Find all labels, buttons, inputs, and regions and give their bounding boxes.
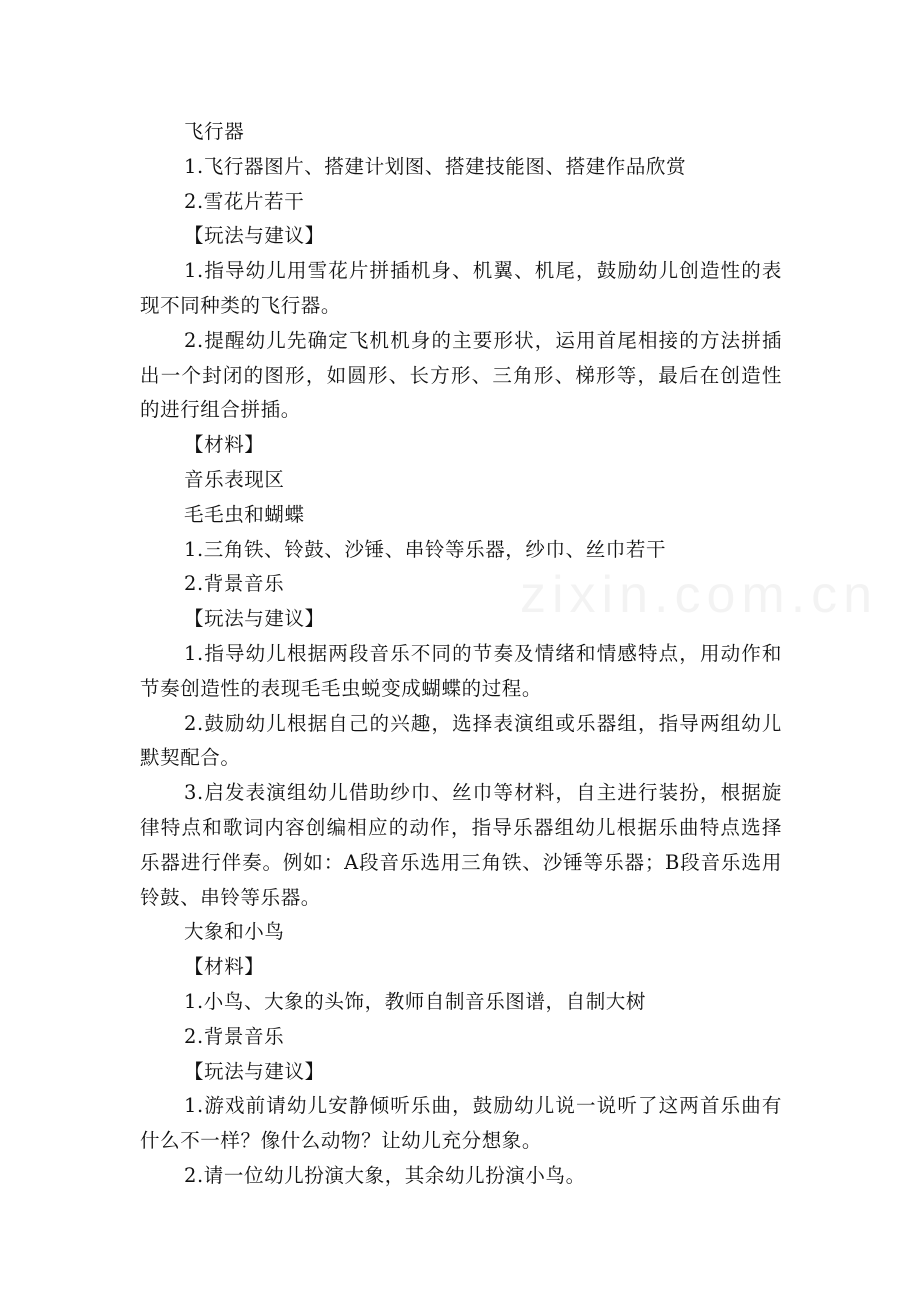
subheading: 【玩法与建议】 [184,224,325,248]
section-title: 飞行器 [184,120,245,143]
material-item: 1.小鸟、大象的头饰，教师自制音乐图谱，自制大树 [184,989,647,1013]
material-item: 1.飞行器图片、搭建计划图、搭建技能图、搭建作品欣赏 [184,154,687,178]
material-item: 2.雪花片若干 [184,189,305,213]
suggestion-item: 2.提醒幼儿先确定飞机机身的主要形状，运用首尾相接的方法拼插出一个封闭的图形，如圆形、长方形、三角形、梯形等，最后在创造性的进行组合拼插。 [140,328,782,422]
material-item: 2.背景音乐 [184,1024,285,1048]
suggestion-item: 3.启发表演组幼儿借助纱巾、丝巾等材料，自主进行装扮，根据旋律特点和歌词内容创编相应的动作，指导乐器组幼儿根据乐曲特点选择乐器进行伴奏。例如：A段音乐选用三角铁、沙锤等乐器；B段音乐选用铃鼓、串铃等乐器。 [140,781,782,909]
suggestion-item: 1.游戏前请幼儿安静倾听乐曲，鼓励幼儿说一说听了这两首乐曲有什么不一样？像什么动物？让幼儿充分想象。 [140,1094,782,1153]
section-title: 音乐表现区 [184,467,285,491]
suggestion-item: 2.鼓励幼儿根据自己的兴趣，选择表演组或乐器组，指导两组幼儿默契配合。 [140,711,782,770]
suggestion-item: 1.指导幼儿用雪花片拼插机身、机翼、机尾，鼓励幼儿创造性的表现不同种类的飞行器。 [140,259,782,317]
activity-title: 毛毛虫和蝴蝶 [184,502,305,526]
subheading: 【材料】 [184,955,265,979]
subheading: 【玩法与建议】 [184,1059,325,1083]
suggestion-item: 2.请一位幼儿扮演大象，其余幼儿扮演小鸟。 [184,1163,586,1187]
material-item: 1.三角铁、铃鼓、沙锤、串铃等乐器，纱巾、丝巾若干 [184,537,667,561]
subheading: 【材料】 [184,433,265,457]
document-body [140,115,782,1194]
subheading: 【玩法与建议】 [184,607,325,631]
suggestion-item: 1.指导幼儿根据两段音乐不同的节奏及情绪和情感特点，用动作和节奏创造性的表现毛毛虫蜕变成蝴蝶的过程。 [140,641,782,700]
activity-title: 大象和小鸟 [184,920,285,944]
material-item: 2.背景音乐 [184,572,285,596]
